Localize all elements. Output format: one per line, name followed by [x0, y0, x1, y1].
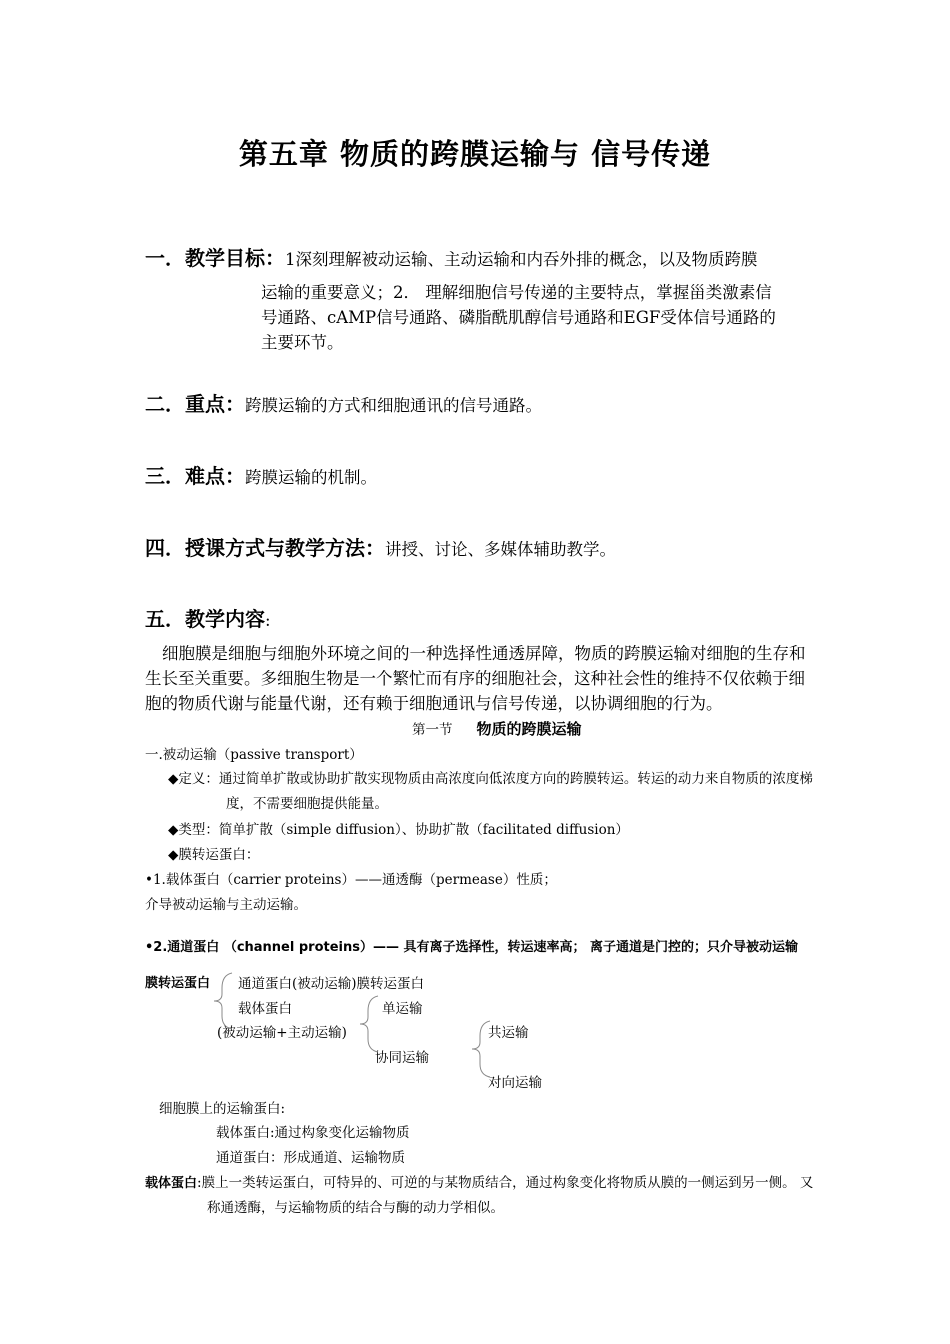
- passive-heading: 一.被动运输（passive transport）: [145, 747, 363, 763]
- key-points-text: 跨膜运输的方式和细胞通讯的信号通路。: [245, 396, 542, 415]
- section-title: 物质的跨膜运输: [476, 720, 582, 738]
- diagram-cotransport: 协同运输: [375, 1050, 429, 1066]
- difficult-points-text: 跨膜运输的机制。: [245, 468, 377, 487]
- section-number: 二．: [145, 392, 185, 416]
- teaching-methods: [145, 532, 616, 561]
- diagram-antiport: 对向运输: [488, 1075, 542, 1091]
- page-title: 第五章 物质的跨膜运输与 信号传递: [238, 137, 712, 171]
- section-label: 第一节: [412, 722, 453, 738]
- objectives-line1: [145, 242, 758, 271]
- membrane-proteins-heading: 细胞膜上的运输蛋白:: [159, 1101, 286, 1117]
- section-number: 三．: [145, 464, 185, 488]
- diagram-carrier-note: (被动运输+主动运输): [217, 1025, 347, 1041]
- difficult-points: [145, 460, 377, 489]
- diagram-channel: 通道蛋白(被动运输)膜转运蛋白: [238, 976, 425, 992]
- section-one-heading: [412, 718, 582, 739]
- carrier-definition-text: :膜上一类转运蛋白，可特异的、可逆的与某物质结合，通过构象变化将物质从膜的一侧运到另一侧。 又: [197, 1175, 814, 1191]
- brace-root: [210, 970, 240, 1032]
- brace-cotransport: [468, 1018, 496, 1080]
- brace-carrier: [354, 993, 384, 1055]
- membrane-carrier-line: 载体蛋白:通过构象变化运输物质: [216, 1125, 410, 1141]
- objectives-line4: 主要环节。: [261, 333, 344, 352]
- transport-proteins-line: ◆膜转运蛋白：: [168, 847, 260, 863]
- objectives-line2: 运输的重要意义；2． 理解细胞信号传递的主要特点，掌握甾类激素信: [261, 283, 772, 302]
- section-number: 一．: [145, 246, 185, 270]
- diagram-uniport: 单运输: [382, 1001, 423, 1017]
- carrier-definition-line1: [145, 1171, 813, 1191]
- diagram-carrier: 载体蛋白: [238, 1001, 292, 1017]
- channel-proteins-line: •2.通道蛋白 （channel proteins）—— 具有离子选择性，转运速率高； 离子通道是门控的；只介导被动运输: [145, 940, 799, 955]
- section-heading: 重点：: [185, 392, 245, 416]
- objectives-line3: 号通路、cAMP信号通路、磷脂酰肌醇信号通路和EGF受体信号通路的: [261, 308, 776, 327]
- teaching-content-heading: [145, 603, 271, 632]
- teaching-methods-text: 讲授、讨论、多媒体辅助教学。: [385, 540, 616, 559]
- section-heading: 授课方式与教学方法：: [185, 536, 385, 560]
- carrier-term: 载体蛋白: [145, 1176, 198, 1191]
- section-heading: 教学内容: [185, 607, 265, 631]
- carrier-proteins-line: •1.载体蛋白（carrier proteins）——通透酶（permease）性质；: [145, 872, 557, 888]
- membrane-channel-line: 通道蛋白：形成通道、运输物质: [216, 1150, 405, 1166]
- intro-line2: 生长至关重要。多细胞生物是一个繁忙而有序的细胞社会，这种社会性的维持不仅依赖于细: [145, 669, 805, 688]
- types-line: ◆类型：简单扩散（simple diffusion）、协助扩散（facilitated diffusion）: [168, 822, 629, 838]
- intro-line3: 胞的物质代谢与能量代谢，还有赖于细胞通讯与信号传递，以协调细胞的行为。: [145, 694, 723, 713]
- diagram-root: 膜转运蛋白: [145, 976, 211, 991]
- carrier-definition-line2: 称通透酶，与运输物质的结合与酶的动力学相似。: [207, 1200, 504, 1216]
- definition-line2: 度，不需要细胞提供能量。: [226, 796, 388, 812]
- mediates-line: 介导被动运输与主动运输。: [145, 897, 307, 913]
- section-number: 五．: [145, 607, 185, 631]
- section-number: 四．: [145, 536, 185, 560]
- diagram-symport: 共运输: [488, 1025, 529, 1041]
- section-heading: 教学目标：: [185, 246, 285, 270]
- section-heading: 难点：: [185, 464, 245, 488]
- key-points: [145, 388, 542, 417]
- objectives-text: 1深刻理解被动运输、主动运输和内吞外排的概念，以及物质跨膜: [285, 250, 758, 269]
- intro-line1: 细胞膜是细胞与细胞外环境之间的一种选择性通透屏障，物质的跨膜运输对细胞的生存和: [162, 644, 806, 663]
- definition-line1: ◆定义：通过简单扩散或协助扩散实现物质由高浓度向低浓度方向的跨膜转运。转运的动力来自物质的浓度梯: [168, 771, 813, 787]
- heading-colon: :: [265, 611, 271, 630]
